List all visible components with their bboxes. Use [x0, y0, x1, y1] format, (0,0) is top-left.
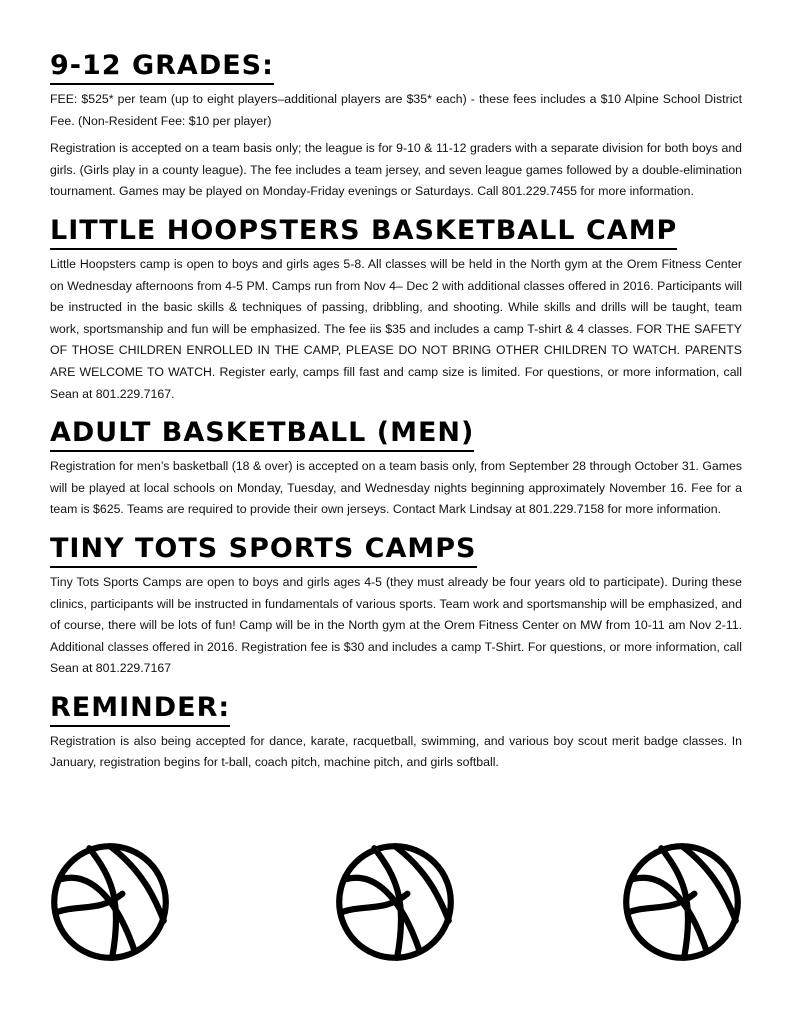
section-little-hoopsters: [50, 215, 742, 405]
basketball-icon: [620, 840, 744, 964]
section-heading: REMINDER:: [50, 692, 230, 727]
section-heading: LITTLE HOOPSTERS BASKETBALL CAMP: [50, 215, 677, 250]
section-paragraph: Tiny Tots Sports Camps are open to boys and girls ages 4-5 (they must already be four years old to participate). During these clinics, participants will be instructed in fundamentals of various sports. Team work and sportsmanship will be emphasized, and of course, there will be lots of fun! Camp will be in the North gym at the Orem Fitness Center on MW from 10-11 am Nov 2-11. Additional classes offered in 2016. Registration fee is $30 and includes a camp T-Shirt. For questions, or more information, call Sean at 801.229.7167: [50, 574, 742, 676]
section-paragraph: Registration is accepted on a team basis only; the league is for 9-10 & 11-12 graders with a separate division for both boys and girls. (Girls play in a county league). The fee includes a team jersey, and seven league games followed by a double-elimination tournament. Games may be played on Monday-Friday evenings or Saturdays. Call 801.229.7455 for more information.: [50, 141, 742, 199]
section-reminder: [50, 692, 742, 774]
section-paragraph: Registration for men’s basketball (18 & over) is accepted on a team basis only, from September 28 through October 31. Games will be played at local schools on Monday, Tuesday, and Wednesday nights beginning approximately November 16. Fee for a team is $625. Teams are required to provide their own jerseys. Contact Mark Lindsay at 801.229.7158 for more information.: [50, 459, 742, 517]
section-paragraph: Registration is also being accepted for dance, karate, racquetball, swimming, and various boy scout merit badge classes. In January, registration begins for t-ball, coach pitch, machine pitch, and girls softball.: [50, 733, 742, 770]
basketball-icon: [333, 840, 457, 964]
document-page: [50, 50, 742, 786]
basketball-row: [0, 840, 791, 990]
section-grades-9-12: [50, 50, 742, 203]
section-tiny-tots: [50, 533, 742, 680]
section-heading: TINY TOTS SPORTS CAMPS: [50, 533, 477, 568]
section-adult-basketball: [50, 417, 742, 521]
section-heading: ADULT BASKETBALL (MEN): [50, 417, 474, 452]
basketball-icon: [48, 840, 172, 964]
section-paragraph: Little Hoopsters camp is open to boys and girls ages 5-8. All classes will be held in the North gym at the Orem Fitness Center on Wednesday afternoons from 4-5 PM. Camps run from Nov 4– Dec 2 with additional classes offered in 2016. Participants will be instructed in the basic skills & techniques of passing, dribbling, and shooting. While skills and drills will be taught, team work, sportsmanship and fun will be emphasized. The fee iis $35 and includes a camp T-shirt & 4 classes. FOR THE SAFETY OF THOSE CHILDREN ENROLLED IN THE CAMP, PLEASE DO NOT BRING OTHER CHILDREN TO WATCH. PARENTS ARE WELCOME TO WATCH. Register early, camps fill fast and camp size is limited. For questions, or more information, call Sean at 801.229.7167.: [50, 256, 742, 401]
section-heading: 9-12 GRADES:: [50, 50, 274, 85]
section-paragraph: FEE: $525* per team (up to eight players–additional players are $35* each) - these fees includes a $10 Alpine School District Fee. (Non-Resident Fee: $10 per player): [50, 92, 742, 128]
